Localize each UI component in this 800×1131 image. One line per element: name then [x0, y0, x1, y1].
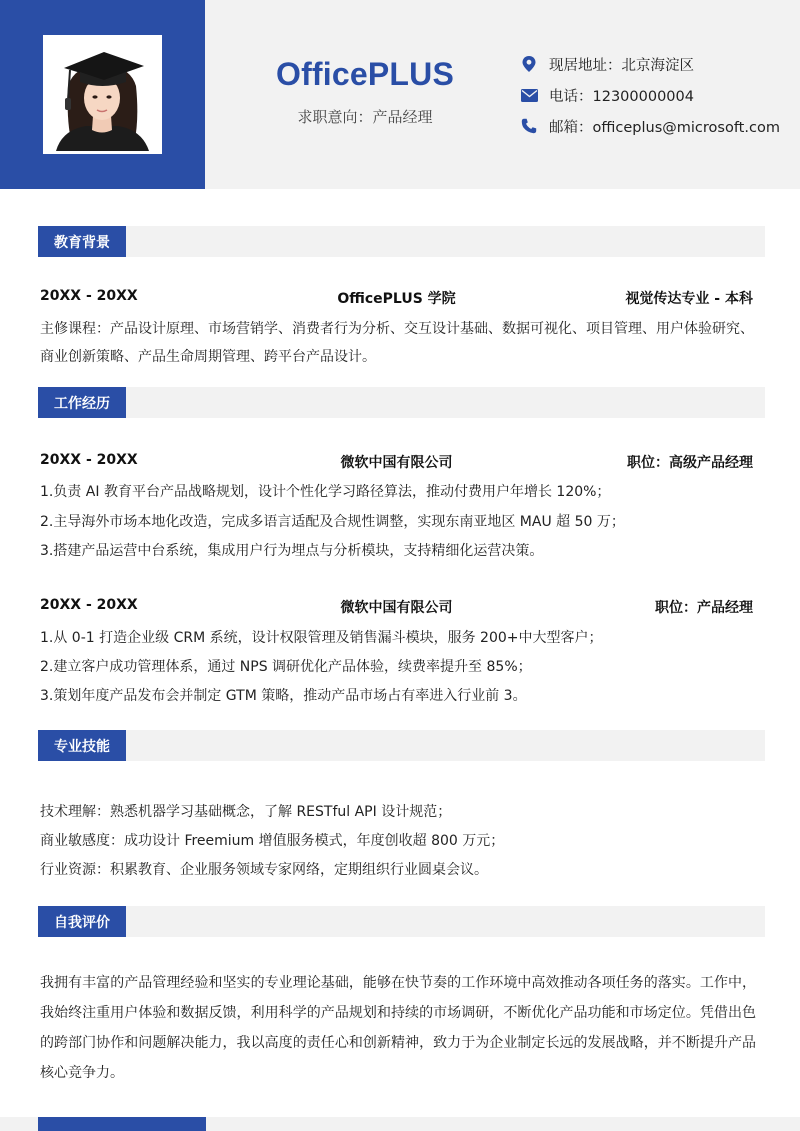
skill-item-3: 行业资源：积累教育、企业服务领域专家网络，定期组织行业圆桌会议。 [40, 862, 488, 878]
job-company: 微软中国有限公司 [340, 600, 453, 616]
job-period: 20XX - 20XX [40, 597, 138, 613]
self-evaluation-text: 我拥有丰富的产品管理经验和坚实的专业理论基础，能够在快节奏的工作环境中高效推动各项任务的落实。工作中，我始终注重用户体验和数据反馈，利用科学的产品规划和持续的市场调研，不断优化产品功能和市场定位。凭借出色的跨部门协作和问题解决能力，我以高度的责任心和创新精神，致力于为企业制定长远的发展战略，并不断提升产品核心竞争力。 [40, 975, 756, 1081]
job-position: 职位：高级产品经理 [627, 455, 753, 471]
education-courses-line-1: 主修课程：产品设计原理、市场营销学、消费者行为分析、交互设计基础、数据可视化、项目管理、用户体验研究、 [40, 321, 754, 337]
education-row [40, 288, 753, 308]
skill-item-2: 商业敏感度：成功设计 Freemium 增值服务模式，年度创收超 800 万元； [40, 833, 505, 849]
contact-email [520, 116, 790, 136]
section-education [38, 226, 765, 257]
job-1-item-1: 1.负责 AI 教育平台产品战略规划，设计个性化学习路径算法，推动付费用户年增长 120%； [40, 484, 611, 500]
envelope-icon [520, 86, 538, 104]
education-school: OfficePLUS 学院 [337, 291, 456, 307]
section-skills [38, 730, 765, 761]
job-2-item-3: 3.策划年度产品发布会并制定 GTM 策略，推动产品市场占有率进入行业前 3。 [40, 688, 527, 704]
contact-phone-text: 电话：12300000004 [549, 88, 694, 105]
contact-address [520, 54, 790, 74]
job-company: 微软中国有限公司 [340, 455, 453, 471]
section-work [38, 387, 765, 418]
location-pin-icon [520, 55, 538, 73]
phone-icon [520, 117, 538, 135]
section-title-skills: 专业技能 [38, 730, 126, 761]
job-2-item-1: 1.从 0-1 打造企业级 CRM 系统，设计权限管理及销售漏斗模块，服务 200+中大型客户； [40, 630, 603, 646]
section-title-work: 工作经历 [38, 387, 126, 418]
footer-accent-block [38, 1117, 206, 1131]
contact-email-text: 邮箱：officeplus@microsoft.com [549, 119, 780, 136]
graduate-portrait-image [46, 38, 159, 151]
job-1-item-2: 2.主导海外市场本地化改造，完成多语言适配及合规性调整，实现东南亚地区 MAU 超 50 万； [40, 514, 625, 530]
job-position: 职位：产品经理 [655, 600, 753, 616]
education-major: 视觉传达专业 - 本科 [625, 291, 753, 307]
contact-phone [520, 85, 790, 105]
job-intention: 求职意向：产品经理 [297, 108, 433, 126]
candidate-name: OfficePLUS [275, 56, 455, 92]
contact-address-text: 现居地址：北京海淀区 [549, 57, 694, 74]
section-self-evaluation [38, 906, 765, 937]
section-title-self-evaluation: 自我评价 [38, 906, 126, 937]
education-period: 20XX - 20XX [40, 288, 138, 304]
education-courses-line-2: 商业创新策略、产品生命周期管理、跨平台产品设计。 [40, 349, 376, 365]
job-period: 20XX - 20XX [40, 452, 138, 468]
job-2-item-2: 2.建立客户成功管理体系，通过 NPS 调研优化产品体验，续费率提升至 85%； [40, 659, 532, 675]
job-1-item-3: 3.搭建产品运营中台系统，集成用户行为埋点与分析模块，支持精细化运营决策。 [40, 543, 544, 559]
skill-item-1: 技术理解：熟悉机器学习基础概念，了解 RESTful API 设计规范； [40, 804, 452, 820]
job-row-1 [40, 452, 753, 472]
job-row-2 [40, 597, 753, 617]
section-title-education: 教育背景 [38, 226, 126, 257]
profile-photo [43, 35, 162, 154]
